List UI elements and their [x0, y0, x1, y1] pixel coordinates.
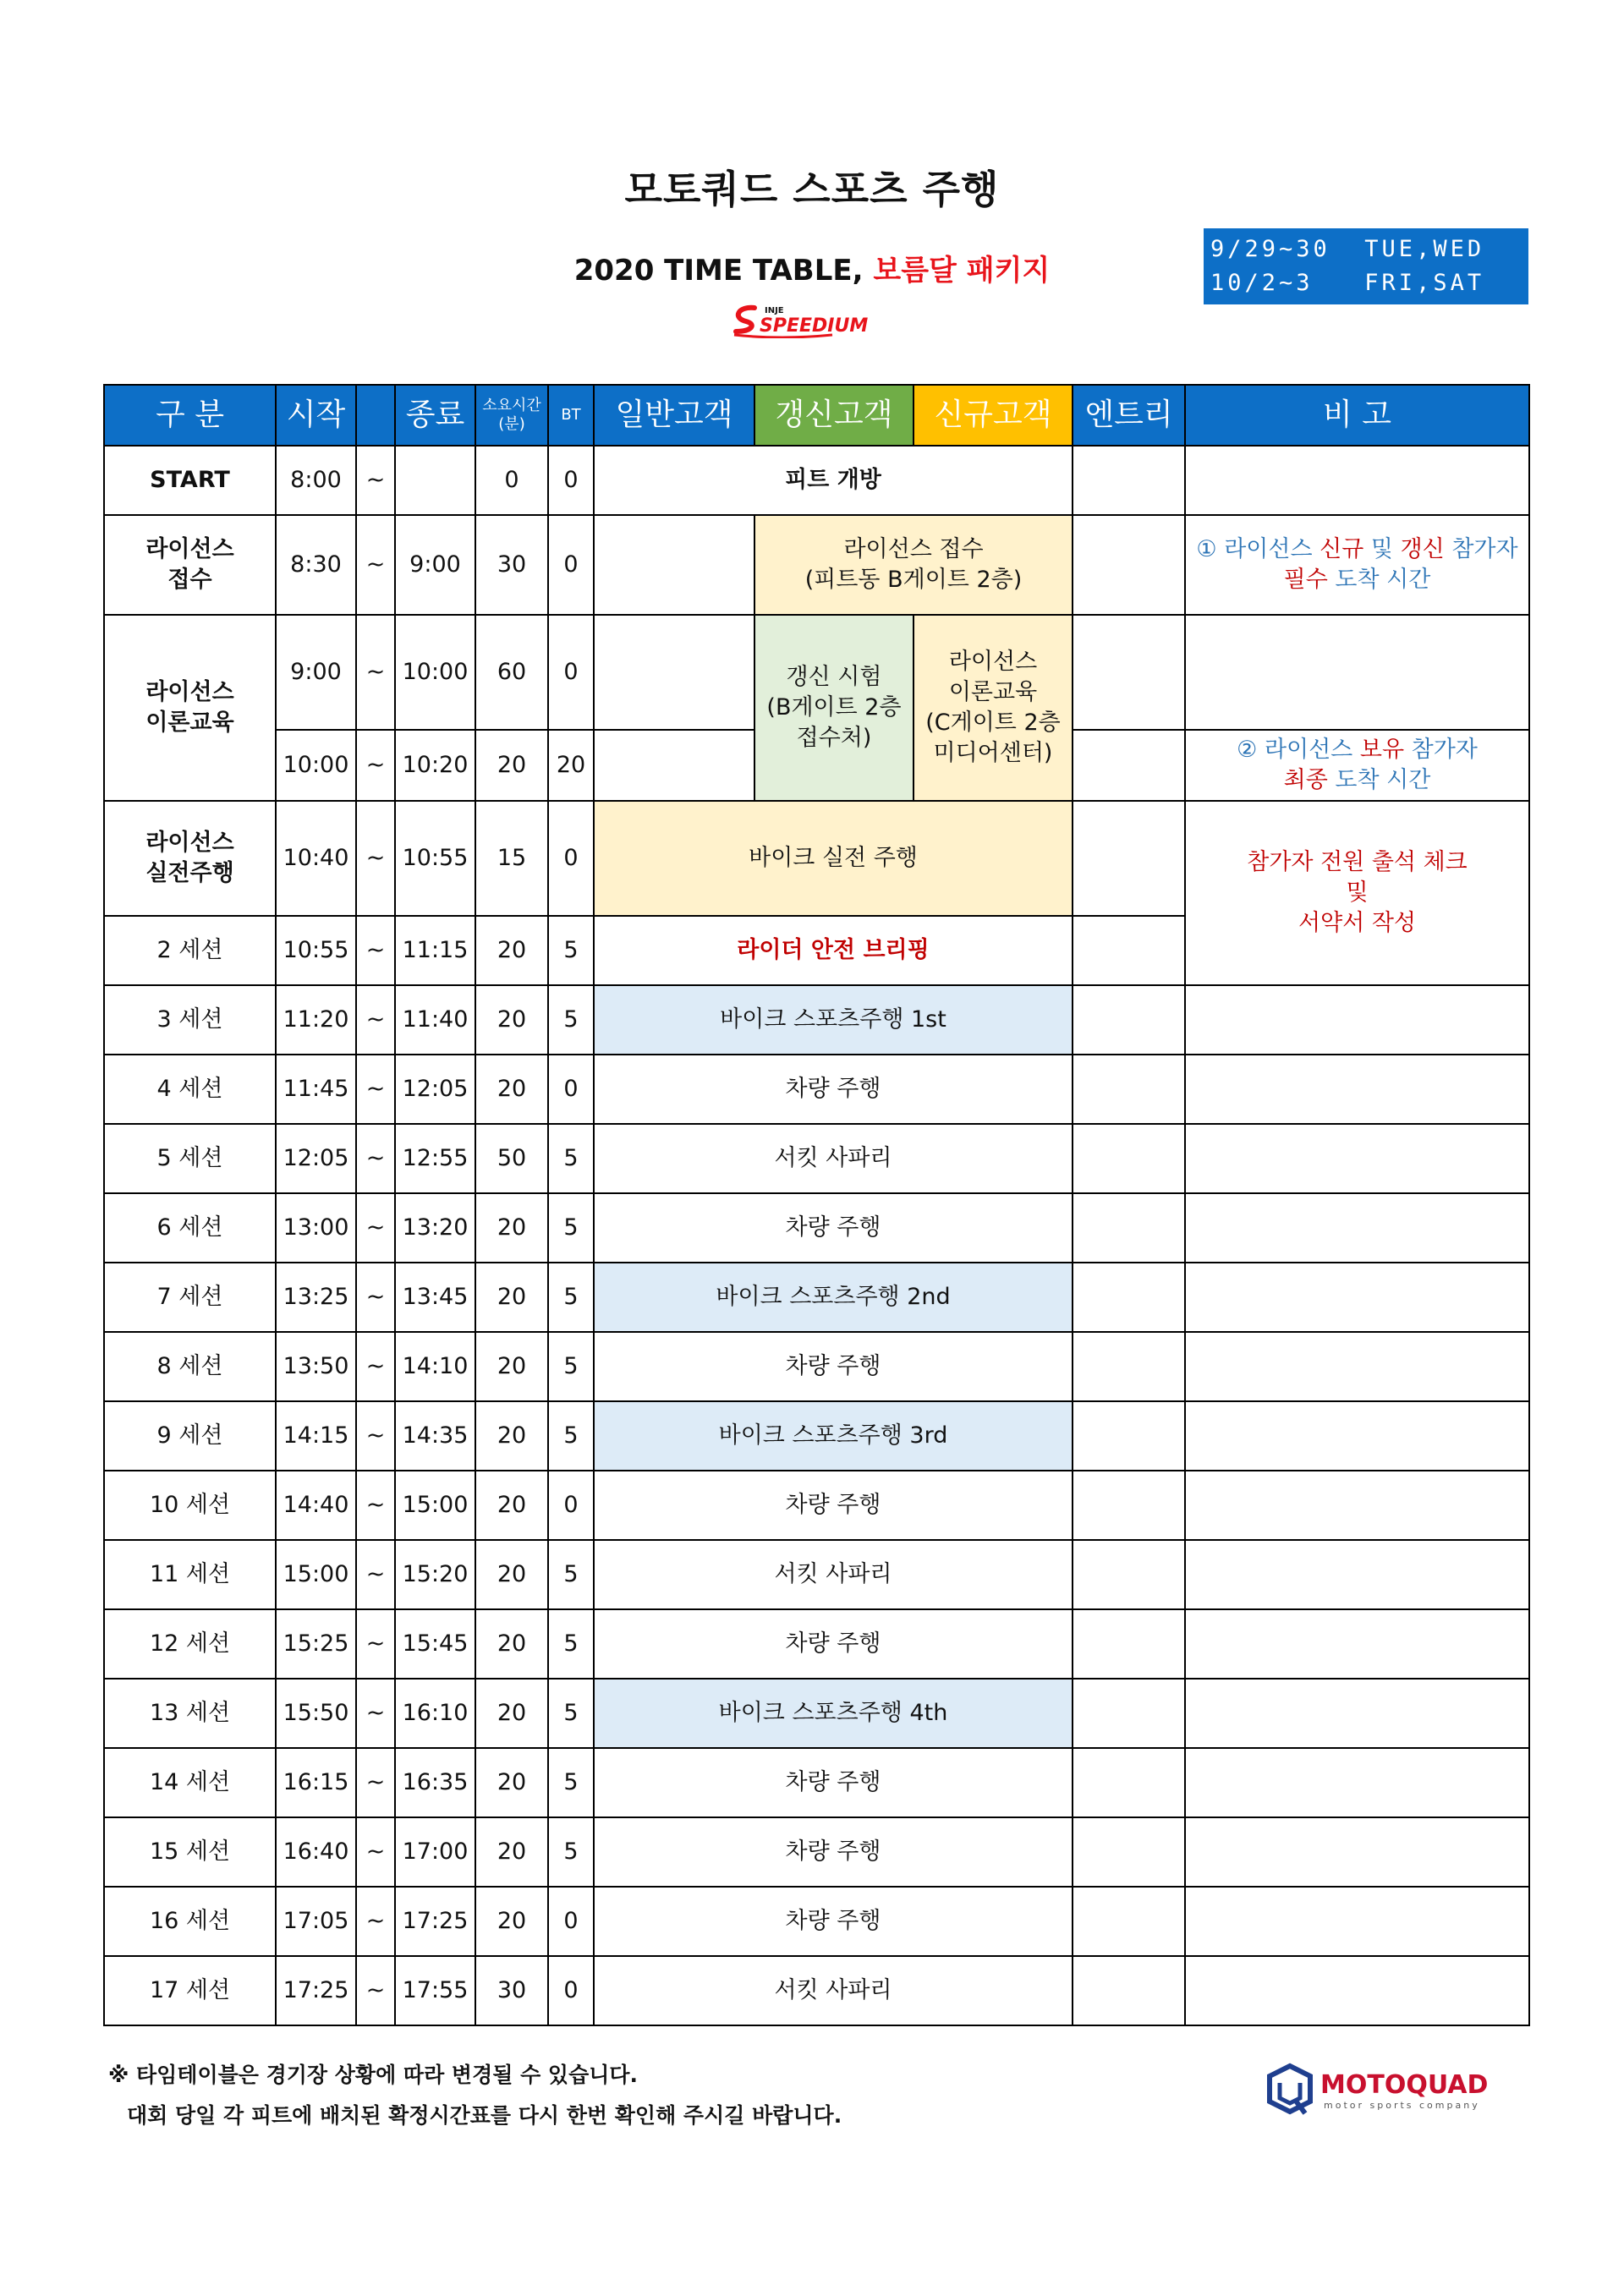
entry-cell: [1073, 1609, 1185, 1679]
row-label: 7 세션: [104, 1263, 276, 1332]
start-time: 13:50: [276, 1332, 356, 1401]
general-cell: [594, 730, 754, 801]
end-time: 10:55: [395, 801, 475, 916]
header-bt: BT: [548, 385, 594, 446]
activity: 서킷 사파리: [594, 1540, 1073, 1609]
tilde: ~: [356, 1332, 395, 1401]
end-time: 13:45: [395, 1263, 475, 1332]
tilde: ~: [356, 1124, 395, 1193]
note-part: 필수: [1283, 567, 1328, 593]
activity: 차량 주행: [594, 1748, 1073, 1817]
tilde: ~: [356, 916, 395, 985]
bt: 20: [548, 730, 594, 801]
entry-cell: [1073, 1471, 1185, 1540]
start-time: 16:40: [276, 1817, 356, 1887]
row-label: 4 세션: [104, 1055, 276, 1124]
start-time: 14:40: [276, 1471, 356, 1540]
footer-notice: [108, 2055, 842, 2136]
duration: 20: [475, 1055, 548, 1124]
tilde: ~: [356, 1748, 395, 1817]
remarks-cell: [1185, 446, 1529, 515]
activity: 피트 개방: [594, 446, 1073, 515]
bt: 5: [548, 1679, 594, 1748]
start-row: [104, 446, 1529, 515]
activity: 바이크 실전 주행: [594, 801, 1073, 916]
timetable: [103, 384, 1530, 2026]
entry-cell: [1073, 1401, 1185, 1471]
header-start: 시작: [276, 385, 356, 446]
row-label: [104, 615, 276, 801]
bt: 0: [548, 1471, 594, 1540]
row-label: 11 세션: [104, 1540, 276, 1609]
row-label: [104, 515, 276, 615]
entry-cell: [1073, 515, 1185, 615]
session-row: [104, 1055, 1529, 1124]
end-time: 11:15: [395, 916, 475, 985]
bt: 0: [548, 1956, 594, 2025]
tilde: ~: [356, 1609, 395, 1679]
note-part: 라이선스: [1224, 536, 1313, 562]
row-label: 16 세션: [104, 1887, 276, 1956]
activity: 바이크 스포츠주행 2nd: [594, 1263, 1073, 1332]
tilde: ~: [356, 1540, 395, 1609]
header-category: 구 분: [104, 385, 276, 446]
remarks-cell: [1185, 1055, 1529, 1124]
header-new: 신규고객: [914, 385, 1073, 446]
entry-cell: [1073, 730, 1185, 801]
bt: 0: [548, 615, 594, 730]
bt: 5: [548, 1401, 594, 1471]
note-part: 갱신: [1400, 536, 1445, 562]
tilde: ~: [356, 730, 395, 801]
date-line-1: 9/29~30 TUE,WED: [1210, 236, 1485, 262]
entry-cell: [1073, 1193, 1185, 1263]
start-time: 9:00: [276, 615, 356, 730]
remarks-cell: [1185, 985, 1529, 1055]
note-part: 라이선스: [1264, 737, 1353, 763]
row-label: 10 세션: [104, 1471, 276, 1540]
start-time: 8:00: [276, 446, 356, 515]
tilde: ~: [356, 1887, 395, 1956]
note-line-2: 및: [1346, 879, 1369, 906]
note-part: 신규: [1320, 536, 1364, 562]
remarks-cell: [1185, 1193, 1529, 1263]
license-theory-row-1: [104, 615, 1529, 730]
end-time: 15:00: [395, 1471, 475, 1540]
tilde: ~: [356, 446, 395, 515]
tilde: ~: [356, 1263, 395, 1332]
header-remarks: 비 고: [1185, 385, 1529, 446]
bt: 0: [548, 515, 594, 615]
activity: 차량 주행: [594, 1471, 1073, 1540]
session-row: [104, 1817, 1529, 1887]
entry-cell: [1073, 1332, 1185, 1401]
subtitle-highlight: 보름달 패키지: [873, 254, 1051, 288]
new-line-2: 이론교육: [948, 679, 1038, 705]
duration: 20: [475, 1471, 548, 1540]
remarks-cell: [1185, 1332, 1529, 1401]
row-label-1: 라이선스: [145, 679, 234, 705]
duration: 30: [475, 1956, 548, 2025]
bt: 5: [548, 1748, 594, 1817]
start-time: 10:40: [276, 801, 356, 916]
entry-cell: [1073, 1124, 1185, 1193]
license-practice-row: [104, 801, 1529, 916]
footer-line-2: 대회 당일 각 피트에 배치된 확정시간표를 다시 한번 확인해 주시길 바랍니다.: [127, 2103, 842, 2128]
remarks-cell: [1185, 1679, 1529, 1748]
motoquad-logo-tagline: motor sports company: [1324, 2100, 1480, 2111]
tilde: ~: [356, 615, 395, 730]
start-time: 8:30: [276, 515, 356, 615]
end-time: 17:00: [395, 1817, 475, 1887]
subtitle-prefix: 2020 TIME TABLE,: [573, 254, 874, 288]
note-part: 보유: [1359, 737, 1405, 763]
bt: 5: [548, 1332, 594, 1401]
start-time: 13:00: [276, 1193, 356, 1263]
header-duration: [475, 385, 548, 446]
start-time: 10:00: [276, 730, 356, 801]
end-time: 16:10: [395, 1679, 475, 1748]
end-time: 16:35: [395, 1748, 475, 1817]
tilde: ~: [356, 1956, 395, 2025]
bt: 5: [548, 1263, 594, 1332]
remarks-cell: [1185, 1609, 1529, 1679]
header-tilde-blank: [356, 385, 395, 446]
row-label: 3 세션: [104, 985, 276, 1055]
bt: 5: [548, 1124, 594, 1193]
bt: 0: [548, 1887, 594, 1956]
motoquad-logo-text: MOTOQUAD: [1320, 2070, 1489, 2100]
entry-cell: [1073, 615, 1185, 730]
row-label-1: 라이선스: [145, 536, 234, 562]
tilde: ~: [356, 515, 395, 615]
speedium-logo-top: INJE: [765, 306, 784, 315]
duration: 20: [475, 1540, 548, 1609]
tilde: ~: [356, 1817, 395, 1887]
duration: 50: [475, 1124, 548, 1193]
remarks-cell: [1185, 1956, 1529, 2025]
session-row: [104, 1263, 1529, 1332]
tilde: ~: [356, 1193, 395, 1263]
bt: 5: [548, 1540, 594, 1609]
duration: 20: [475, 1263, 548, 1332]
entry-cell: [1073, 1263, 1185, 1332]
note-part: 참가자: [1411, 737, 1478, 763]
entry-cell: [1073, 1817, 1185, 1887]
end-time: 15:45: [395, 1609, 475, 1679]
end-time: 17:55: [395, 1956, 475, 2025]
end-time: 10:20: [395, 730, 475, 801]
activity: 차량 주행: [594, 1332, 1073, 1401]
start-time: 15:25: [276, 1609, 356, 1679]
date-box: [1204, 228, 1528, 304]
start-time: 11:20: [276, 985, 356, 1055]
renewal-line-1: 갱신 시험: [786, 664, 882, 690]
start-time: 17:05: [276, 1887, 356, 1956]
activity: 서킷 사파리: [594, 1956, 1073, 2025]
session-row: [104, 1679, 1529, 1748]
duration: 20: [475, 1748, 548, 1817]
bt: 5: [548, 916, 594, 985]
duration: 0: [475, 446, 548, 515]
end-time: 12:05: [395, 1055, 475, 1124]
activity: 차량 주행: [594, 1193, 1073, 1263]
header-row: [104, 385, 1529, 446]
start-time: 12:05: [276, 1124, 356, 1193]
entry-cell: [1073, 985, 1185, 1055]
new-line-1: 라이선스: [948, 649, 1038, 675]
duration: 60: [475, 615, 548, 730]
activity: 차량 주행: [594, 1055, 1073, 1124]
session-row: [104, 1540, 1529, 1609]
session-row: [104, 1193, 1529, 1263]
row-label: 5 세션: [104, 1124, 276, 1193]
tilde: ~: [356, 985, 395, 1055]
tilde: ~: [356, 801, 395, 916]
duration: 20: [475, 1401, 548, 1471]
bt: 0: [548, 446, 594, 515]
row-label: 17 세션: [104, 1956, 276, 2025]
note-part: 도착 시간: [1335, 567, 1431, 593]
remarks-cell: [1185, 1817, 1529, 1887]
new-line-4: 미디어센터): [933, 740, 1053, 766]
footer-line-1: ※ 타임테이블은 경기장 상황에 따라 변경될 수 있습니다.: [108, 2063, 639, 2087]
page-title: 모토쿼드 스포츠 주행: [624, 167, 1000, 212]
entry-cell: [1073, 1540, 1185, 1609]
row-label-2: 실전주행: [145, 860, 234, 886]
session-row: [104, 1956, 1529, 2025]
activity: [754, 515, 1073, 615]
start-time: 14:15: [276, 1401, 356, 1471]
bt: 0: [548, 801, 594, 916]
remarks-note-3: [1185, 801, 1529, 985]
end-time: [395, 446, 475, 515]
end-time: 10:00: [395, 615, 475, 730]
start-time: 15:50: [276, 1679, 356, 1748]
bt: 5: [548, 1817, 594, 1887]
remarks-cell: [1185, 1263, 1529, 1332]
activity: 차량 주행: [594, 1609, 1073, 1679]
duration: 20: [475, 1679, 548, 1748]
activity: 바이크 스포츠주행 3rd: [594, 1401, 1073, 1471]
entry-cell: [1073, 1956, 1185, 2025]
header-renewal: 갱신고객: [754, 385, 914, 446]
remarks-note-1: [1185, 515, 1529, 615]
entry-cell: [1073, 916, 1185, 985]
speedium-logo-text: SPEEDIUM: [760, 315, 869, 337]
end-time: 14:10: [395, 1332, 475, 1401]
remarks-note-2: [1185, 730, 1529, 801]
duration: 20: [475, 985, 548, 1055]
start-time: 17:25: [276, 1956, 356, 2025]
duration: 20: [475, 1817, 548, 1887]
row-label: 2 세션: [104, 916, 276, 985]
header-duration-2: (분): [498, 415, 525, 433]
header-entry: 엔트리: [1073, 385, 1185, 446]
end-time: 11:40: [395, 985, 475, 1055]
remarks-cell: [1185, 1540, 1529, 1609]
session-row: [104, 985, 1529, 1055]
end-time: 12:55: [395, 1124, 475, 1193]
speedium-logo: [731, 303, 905, 338]
license-reception-row: [104, 515, 1529, 615]
end-time: 14:35: [395, 1401, 475, 1471]
general-cell: [594, 515, 754, 615]
activity: 바이크 스포츠주행 1st: [594, 985, 1073, 1055]
row-label: 6 세션: [104, 1193, 276, 1263]
renewal-line-3: 접수처): [796, 725, 872, 751]
duration: 20: [475, 730, 548, 801]
session-row: [104, 1124, 1529, 1193]
header-end: 종료: [395, 385, 475, 446]
entry-cell: [1073, 1055, 1185, 1124]
start-time: 11:45: [276, 1055, 356, 1124]
duration: 20: [475, 916, 548, 985]
note-part: 최종: [1283, 767, 1328, 793]
start-time: 15:00: [276, 1540, 356, 1609]
renewal-activity: [754, 615, 914, 801]
bt: 5: [548, 1193, 594, 1263]
row-label-2: 이론교육: [145, 710, 234, 736]
duration: 20: [475, 1332, 548, 1401]
remarks-cell: [1185, 615, 1529, 730]
renewal-line-2: (B게이트 2층: [766, 694, 902, 721]
session-row: [104, 1748, 1529, 1817]
date-line-2: 10/2~3 FRI,SAT: [1210, 270, 1485, 296]
activity: 서킷 사파리: [594, 1124, 1073, 1193]
session-row: [104, 1332, 1529, 1401]
general-cell: [594, 615, 754, 730]
remarks-cell: [1185, 1471, 1529, 1540]
note-circle: ②: [1237, 737, 1258, 763]
tilde: ~: [356, 1055, 395, 1124]
tilde: ~: [356, 1679, 395, 1748]
row-label: 12 세션: [104, 1609, 276, 1679]
tilde: ~: [356, 1401, 395, 1471]
note-part: 및: [1370, 536, 1393, 562]
row-label: 14 세션: [104, 1748, 276, 1817]
row-label: 15 세션: [104, 1817, 276, 1887]
note-part: 참가자: [1451, 536, 1518, 562]
row-label: 9 세션: [104, 1401, 276, 1471]
start-time: 10:55: [276, 916, 356, 985]
row-label-2: 접수: [167, 567, 212, 593]
remarks-cell: [1185, 1124, 1529, 1193]
session-row: [104, 1401, 1529, 1471]
note-part: 도착 시간: [1335, 767, 1431, 793]
bt: 0: [548, 1055, 594, 1124]
motoquad-cube-icon: [1270, 2066, 1310, 2113]
entry-cell: [1073, 1887, 1185, 1956]
entry-cell: [1073, 801, 1185, 916]
bt: 5: [548, 985, 594, 1055]
tilde: ~: [356, 1471, 395, 1540]
row-label: 8 세션: [104, 1332, 276, 1401]
activity-line-1: 라이선스 접수: [843, 536, 984, 562]
new-activity: [914, 615, 1073, 801]
row-label: START: [104, 446, 276, 515]
remarks-cell: [1185, 1887, 1529, 1956]
start-time: 16:15: [276, 1748, 356, 1817]
note-circle: ①: [1196, 536, 1217, 562]
duration: 15: [475, 801, 548, 916]
remarks-cell: [1185, 1401, 1529, 1471]
row-label: [104, 801, 276, 916]
activity: 차량 주행: [594, 1887, 1073, 1956]
end-time: 17:25: [395, 1887, 475, 1956]
activity-line-2: (피트동 B게이트 2층): [804, 567, 1023, 593]
session-row: [104, 1471, 1529, 1540]
end-time: 15:20: [395, 1540, 475, 1609]
header-duration-1: 소요시간: [482, 397, 541, 414]
end-time: 9:00: [395, 515, 475, 615]
duration: 30: [475, 515, 548, 615]
start-time: 13:25: [276, 1263, 356, 1332]
note-line-3: 서약서 작성: [1298, 910, 1416, 936]
session-row: [104, 1887, 1529, 1956]
duration: 20: [475, 1609, 548, 1679]
duration: 20: [475, 1887, 548, 1956]
note-line-1: 참가자 전원 출석 체크: [1247, 849, 1468, 875]
activity: 라이더 안전 브리핑: [594, 916, 1073, 985]
header-general: 일반고객: [594, 385, 754, 446]
entry-cell: [1073, 1748, 1185, 1817]
row-label: 13 세션: [104, 1679, 276, 1748]
end-time: 13:20: [395, 1193, 475, 1263]
row-label-1: 라이선스: [145, 830, 234, 856]
new-line-3: (C게이트 2층: [925, 710, 1061, 736]
bt: 5: [548, 1609, 594, 1679]
remarks-cell: [1185, 1748, 1529, 1817]
activity: 바이크 스포츠주행 4th: [594, 1679, 1073, 1748]
entry-cell: [1073, 1679, 1185, 1748]
activity: 차량 주행: [594, 1817, 1073, 1887]
motoquad-logo: [1265, 2061, 1518, 2125]
entry-cell: [1073, 446, 1185, 515]
session-row: [104, 1609, 1529, 1679]
duration: 20: [475, 1193, 548, 1263]
